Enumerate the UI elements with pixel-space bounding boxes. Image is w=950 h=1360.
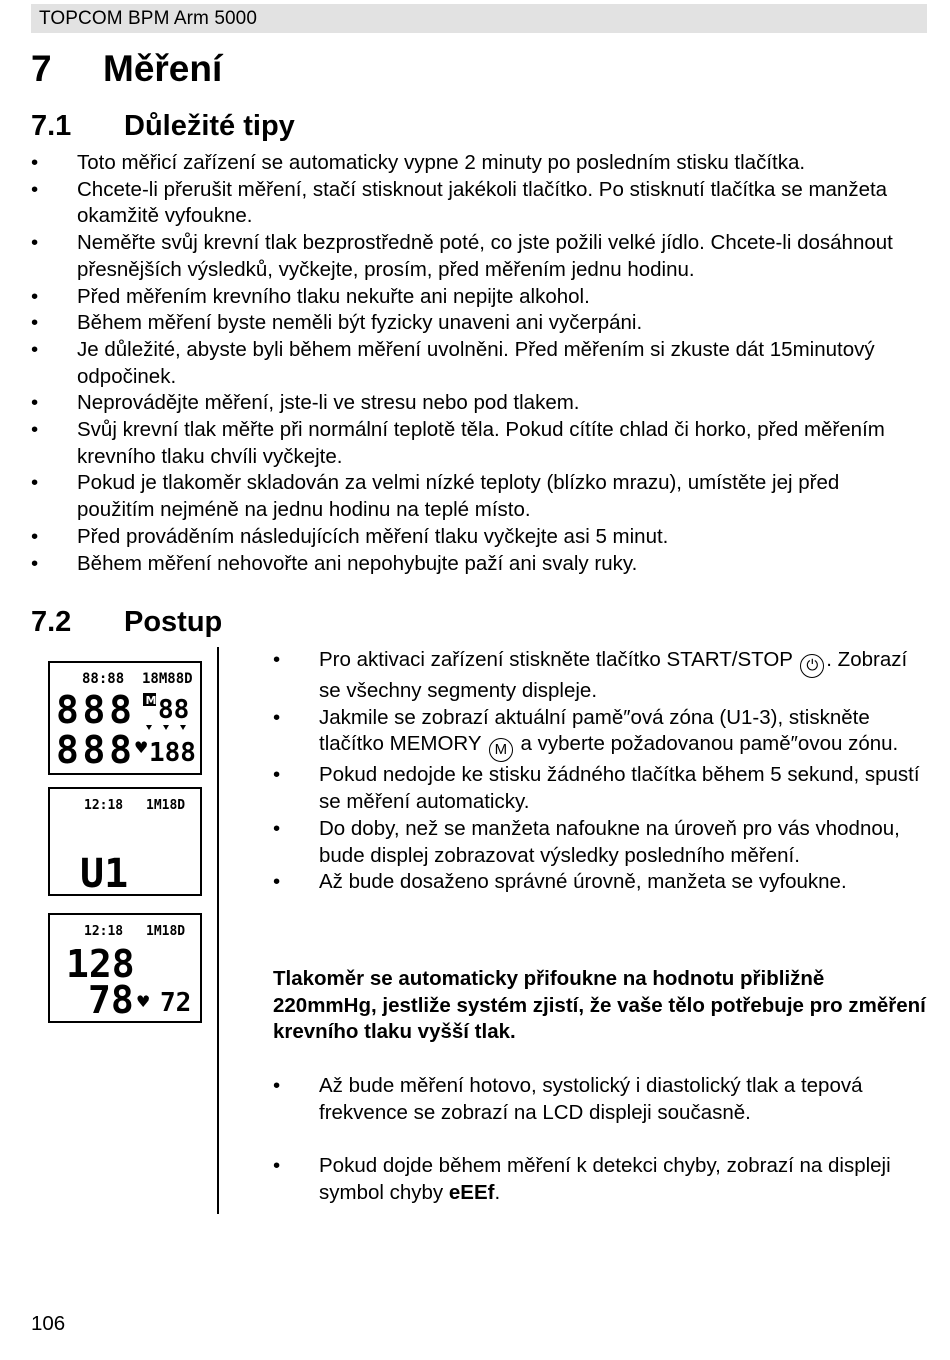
- lcd-sys: 128: [66, 942, 135, 986]
- heart-icon: ♥: [134, 738, 149, 757]
- inflation-note: Tlakoměr se automaticky přifoukne na hodnotu přibližně 220mmHg, jestliže systém zjistí, že vaše tělo potřebuje pro změření krevního tlaku vyšší tlak.: [273, 967, 926, 1044]
- lcd-sys: 888: [56, 688, 132, 732]
- power-icon: ⏻: [800, 654, 824, 678]
- section-number: 7: [31, 48, 52, 89]
- list-item: • Před měřením krevního tlaku nekuřte ani nepijte alkohol.: [31, 284, 911, 311]
- arrow-icons: [146, 725, 186, 730]
- procedure-number: 7.2: [31, 606, 72, 638]
- heart-icon: ♥: [136, 992, 151, 1011]
- list-item: • Neprovádějte měření, jste-li ve stresu nebo pod tlakem.: [31, 390, 911, 417]
- list-item: • Svůj krevní tlak měřte při normální teplotě těla. Pokud cítíte chlad či horko, před měřením krevního tlaku chvíli vyčkejte.: [31, 417, 911, 470]
- list-item: • Až bude dosaženo správné úrovně, manžeta se vyfoukne.: [273, 869, 933, 896]
- list-item: • Až bude měření hotovo, systolický i diastolický tlak a tepová frekvence se zobrazí na LCD displeji současně.: [273, 1073, 933, 1126]
- lcd-time: 12:18: [84, 798, 124, 813]
- list-item: • Toto měřicí zařízení se automaticky vypne 2 minuty po posledním stisku tlačítka.: [31, 150, 911, 177]
- result-step: [273, 1073, 933, 1126]
- lcd-time: 88:88: [82, 671, 125, 687]
- lcd-zone: U1: [80, 851, 129, 894]
- tips-number: 7.1: [31, 110, 72, 142]
- list-item: • Chcete-li přerušit měření, stačí stisknout jakékoli tlačítko. Po stisknutí tlačítka se manžeta okamžitě vyfoukne.: [31, 177, 911, 230]
- header-bar: [31, 4, 927, 33]
- list-item: [273, 647, 933, 705]
- list-item: • Do doby, než se manžeta nafoukne na úroveň pro vás vhodnou, bude displej zobrazovat výsledky posledního měření.: [273, 816, 933, 869]
- list-item: • Během měření nehovořte ani nepohybujte paží ani svaly ruky.: [31, 551, 911, 578]
- step-text: Pokud dojde během měření k detekci chyby, zobrazí na displeji symbol chyby: [319, 1154, 891, 1204]
- lcd-date: 1M18D: [146, 798, 186, 813]
- memory-indicator-label: M: [145, 694, 157, 707]
- lcd-pulse: 188: [149, 738, 196, 768]
- lcd-pulse: 72: [160, 988, 192, 1018]
- lcd-time: 12:18: [84, 924, 124, 939]
- memory-button-icon: M: [489, 738, 513, 762]
- list-item: [273, 1153, 933, 1206]
- section-heading: [31, 48, 222, 90]
- list-item: • Během měření byste neměli být fyzicky unaveni ani vyčerpáni.: [31, 310, 911, 337]
- lcd-all-segments: [48, 661, 202, 775]
- list-item: • Neměřte svůj krevní tlak bezprostředně poté, co jste požili velké jídlo. Chcete-li dosáhnout přesnějších výsledků, vyčkejte, prosím, před měřením jednu hodinu.: [31, 230, 911, 283]
- list-item: • Je důležité, abyste byli během měření uvolněni. Před měřením si zkuste dát 15minutový odpočinek.: [31, 337, 911, 390]
- header-title: TOPCOM BPM Arm 5000: [39, 8, 257, 29]
- lcd-date: 1M18D: [146, 924, 186, 939]
- step-text: . Zobrazí se všechny segmenty displeje.: [319, 648, 908, 702]
- tips-list: [31, 150, 911, 577]
- step-text: .: [494, 1180, 501, 1204]
- list-item: • Pokud nedojde ke stisku žádného tlačítka během 5 sekund, spustí se měření automaticky.: [273, 762, 933, 815]
- tips-title: Důležité tipy: [124, 110, 295, 142]
- error-code: eEEf: [448, 1180, 495, 1204]
- lcd-date: 18M88D: [142, 671, 193, 687]
- lcd-result: [48, 913, 202, 1023]
- step-text: a vyberte požadovanou pamě″ovou zónu.: [514, 732, 899, 756]
- page-number: 106: [31, 1312, 66, 1335]
- procedure-heading: [31, 606, 222, 639]
- tips-heading: [31, 110, 295, 143]
- step-text: Pro aktivaci zařízení stiskněte tlačítko START/STOP: [319, 648, 793, 671]
- lcd-top-right: 88: [158, 695, 190, 725]
- step-text: Jakmile se zobrazí aktuální pamě″ová zóna (U1-3), stiskněte tlačítko MEMORY: [319, 705, 870, 756]
- lcd-memory-zone: [48, 787, 202, 896]
- lcd-dia: 888: [56, 728, 132, 772]
- list-item: [273, 705, 933, 763]
- section-title: Měření: [103, 48, 223, 89]
- list-item: • Před prováděním následujících měření tlaku vyčkejte asi 5 minut.: [31, 524, 911, 551]
- divider-line: [217, 647, 219, 1214]
- lcd-dia: 78: [88, 978, 134, 1021]
- list-item: • Pokud je tlakoměr skladován za velmi nízké teploty (blízko mrazu), umístěte jej před použitím nejméně na jednu hodinu na teplé místo.: [31, 470, 911, 523]
- procedure-steps: [273, 647, 933, 896]
- error-step: [273, 1153, 933, 1206]
- procedure-title: Postup: [124, 606, 223, 638]
